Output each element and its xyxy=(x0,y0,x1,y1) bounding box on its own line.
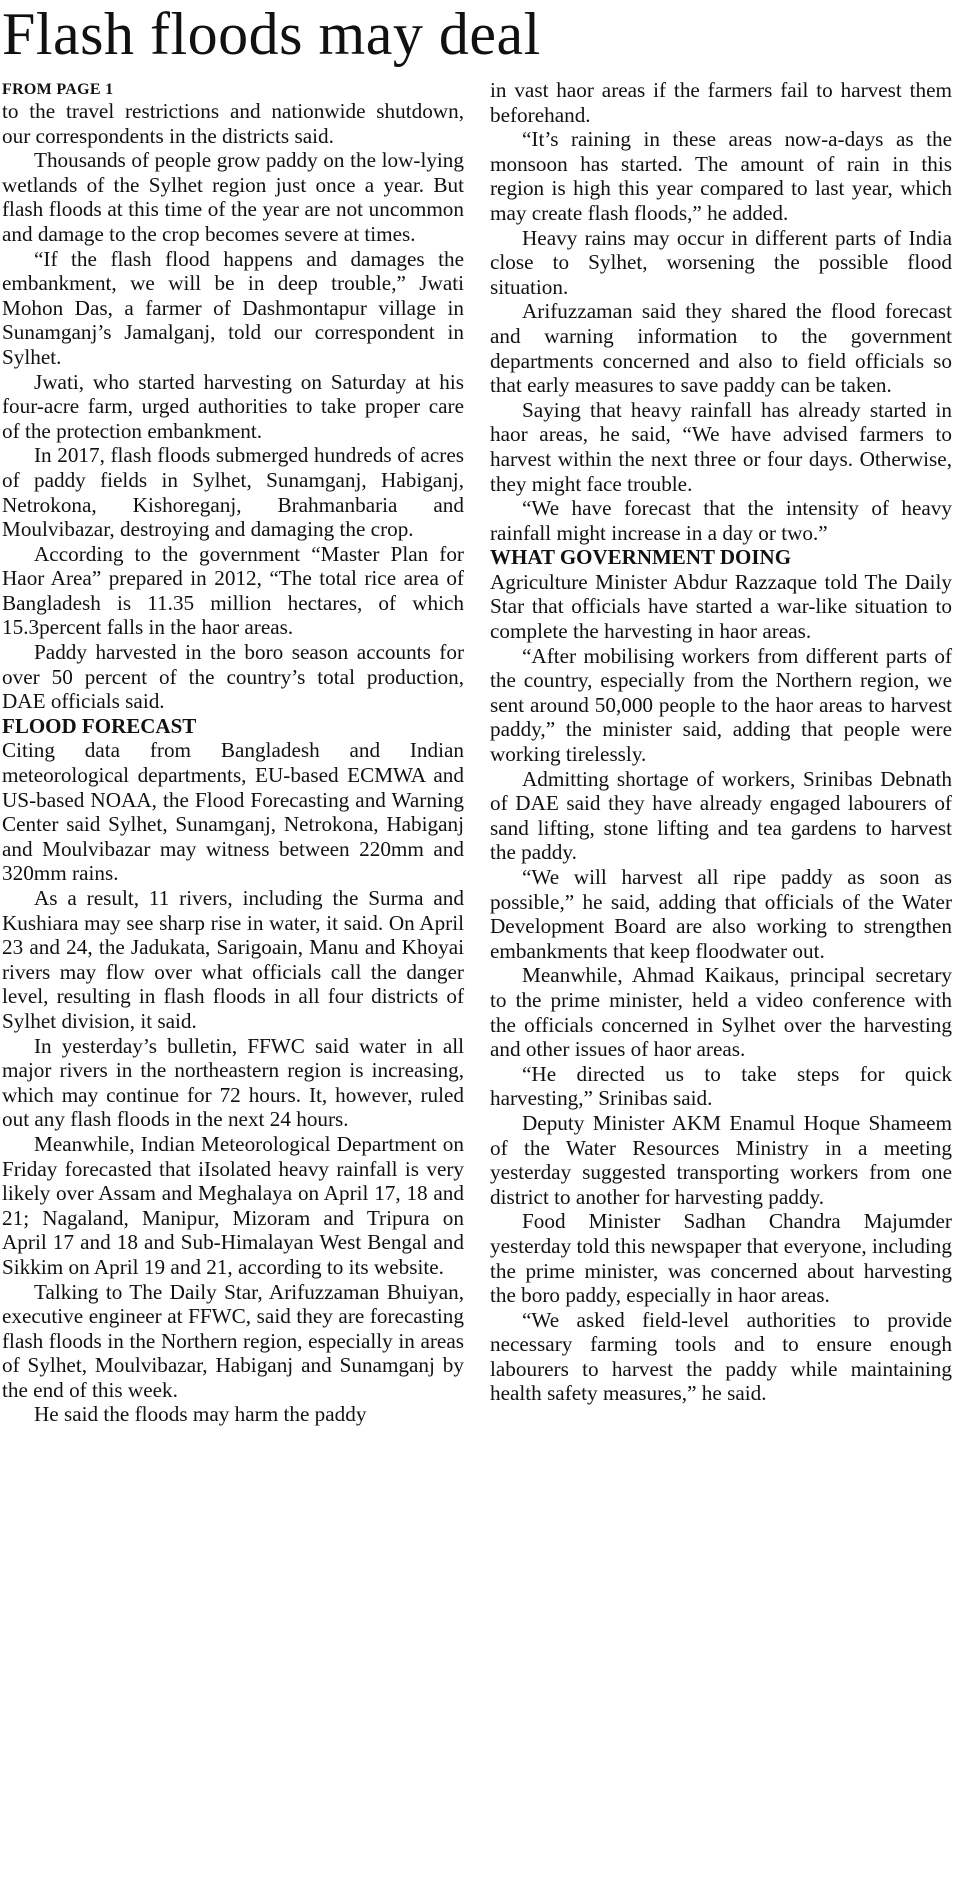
article-paragraph: Talking to The Daily Star, Arifuzzaman Bhuiyan, executive engineer at FFWC, said they are forecasting flash floods in the Northern region, especially in areas of Sylhet, Moulvibazar, Habiganj and Sunamganj by the end of this week. xyxy=(2,1279,464,1402)
article-paragraph: “We have forecast that the intensity of heavy rainfall might increase in a day or two.” xyxy=(490,496,952,545)
article-paragraph: Arifuzzaman said they shared the flood forecast and warning information to the government departments concerned and also to field officials so that early measures to save paddy can be taken. xyxy=(490,299,952,398)
article-paragraph: “After mobilising workers from different parts of the country, especially from the Northern region, we sent around 50,000 people to the haor areas to harvest paddy,” the minister said, adding that people were working tirelessly. xyxy=(490,643,952,767)
article-paragraph: “He directed us to take steps for quick harvesting,” Srinibas said. xyxy=(490,1061,952,1111)
article-paragraph: Food Minister Sadhan Chandra Majumder yesterday told this newspaper that everyone, including the prime minister, was concerned about harvesting the boro paddy, especially in haor areas. xyxy=(490,1209,952,1308)
continued-from-label: FROM PAGE 1 xyxy=(2,81,114,98)
article-paragraph: Thousands of people grow paddy on the low-lying wetlands of the Sylhet region just once a year. But flash floods at this time of the year are not uncommon and damage to the crop becomes severe at times. xyxy=(2,148,464,246)
article-paragraph: Jwati, who started harvesting on Saturday at his four-acre farm, urged authorities to take proper care of the protection embankment. xyxy=(2,369,464,443)
section-subhead: FLOOD FORECAST xyxy=(2,713,197,738)
article-paragraph: Heavy rains may occur in different parts of India close to Sylhet, worsening the possible flood situation. xyxy=(490,225,952,299)
article-column-left xyxy=(2,80,464,1427)
article-paragraph: Citing data from Bangladesh and Indian meteorological departments, EU-based ECMWA and US-based NOAA, the Flood Forecasting and Warning Center said Sylhet, Sunamganj, Netrokona, Habiganj and Moulvibazar may witness between 220mm and 320mm rains. xyxy=(2,738,464,886)
article-headline: Flash floods may deal xyxy=(2,1,541,67)
article-paragraph: Paddy harvested in the boro season accounts for over 50 percent of the country’s total production, DAE officials said. xyxy=(2,640,464,714)
article-paragraph: Meanwhile, Ahmad Kaikaus, principal secretary to the prime minister, held a video conference with the officials concerned in Sylhet over the harvesting and other issues of haor areas. xyxy=(490,963,952,1062)
article-column-right xyxy=(490,78,952,1406)
article-paragraph: “We will harvest all ripe paddy as soon as possible,” he said, adding that officials of the Water Development Board are also working to strengthen embankments that keep floodwater out. xyxy=(490,865,952,963)
article-paragraph: Agriculture Minister Abdur Razzaque told The Daily Star that officials have started a war-like situation to complete the harvesting in haor areas. xyxy=(490,569,952,644)
article-paragraph: “It’s raining in these areas now-a-days as the monsoon has started. The amount of rain in this region is high this year compared to last year, which may create flash floods,” he added. xyxy=(490,127,952,225)
article-paragraph: to the travel restrictions and nationwide shutdown, our correspondents in the districts said. xyxy=(2,99,464,148)
article-paragraph: “If the flash flood happens and damages the embankment, we will be in deep trouble,” Jwati Mohon Das, a farmer of Dashmontapur village in Sunamganj’s Jamalganj, told our correspondent in Sylhet. xyxy=(2,246,464,369)
article-paragraph: As a result, 11 rivers, including the Surma and Kushiara may see sharp rise in water, it said. On April 23 and 24, the Jadukata, Sarigoain, Manu and Khoyai rivers may flow over what officials call the danger level, resulting in flash floods in all four districts of Sylhet division, it said. xyxy=(2,886,464,1033)
article-paragraph: in vast haor areas if the farmers fail to harvest them beforehand. xyxy=(490,78,952,127)
article-paragraph: Saying that heavy rainfall has already started in haor areas, he said, “We have advised farmers to harvest within the next three or four days. Otherwise, they might face trouble. xyxy=(490,397,952,496)
article-paragraph: “We asked field-level authorities to provide necessary farming tools and to ensure enough labourers to harvest the paddy while maintaining health safety measures,” he said. xyxy=(490,1307,952,1406)
article-paragraph: Deputy Minister AKM Enamul Hoque Shameem of the Water Resources Ministry in a meeting yesterday suggested transporting workers from one district to another for harvesting paddy. xyxy=(490,1110,952,1209)
section-subhead: WHAT GOVERNMENT DOING xyxy=(490,545,792,570)
article-paragraph: According to the government “Master Plan for Haor Area” prepared in 2012, “The total rice area of Bangladesh is 11.35 million hectares, of which 15.3percent falls in the haor areas. xyxy=(2,541,464,640)
article-paragraph: Meanwhile, Indian Meteorological Department on Friday forecasted that iIsolated heavy rainfall is very likely over Assam and Meghalaya on April 17, 18 and 21; Nagaland, Manipur, Mizoram and Tripura on April 17 and 18 and Sub-Himalayan West Bengal and Sikkim on April 19 and 21, according to its website. xyxy=(2,1131,464,1279)
article-paragraph: In yesterday’s bulletin, FFWC said water in all major rivers in the northeastern region is increasing, which may continue for 72 hours. It, however, ruled out any flash floods in the next 24 hours. xyxy=(2,1033,464,1132)
left-column-body xyxy=(2,99,464,1427)
right-column-body xyxy=(490,78,952,1406)
article-paragraph: Admitting shortage of workers, Srinibas Debnath of DAE said they have already engaged labourers of sand lifting, stone lifting and tea gardens to harvest the paddy. xyxy=(490,766,952,865)
article-paragraph: He said the floods may harm the paddy xyxy=(34,1402,367,1427)
article-paragraph: In 2017, flash floods submerged hundreds of acres of paddy fields in Sylhet, Sunamganj, Habiganj, Netrokona, Kishoreganj, Brahmanbaria and Moulvibazar, destroying and damaging the crop. xyxy=(2,443,464,542)
